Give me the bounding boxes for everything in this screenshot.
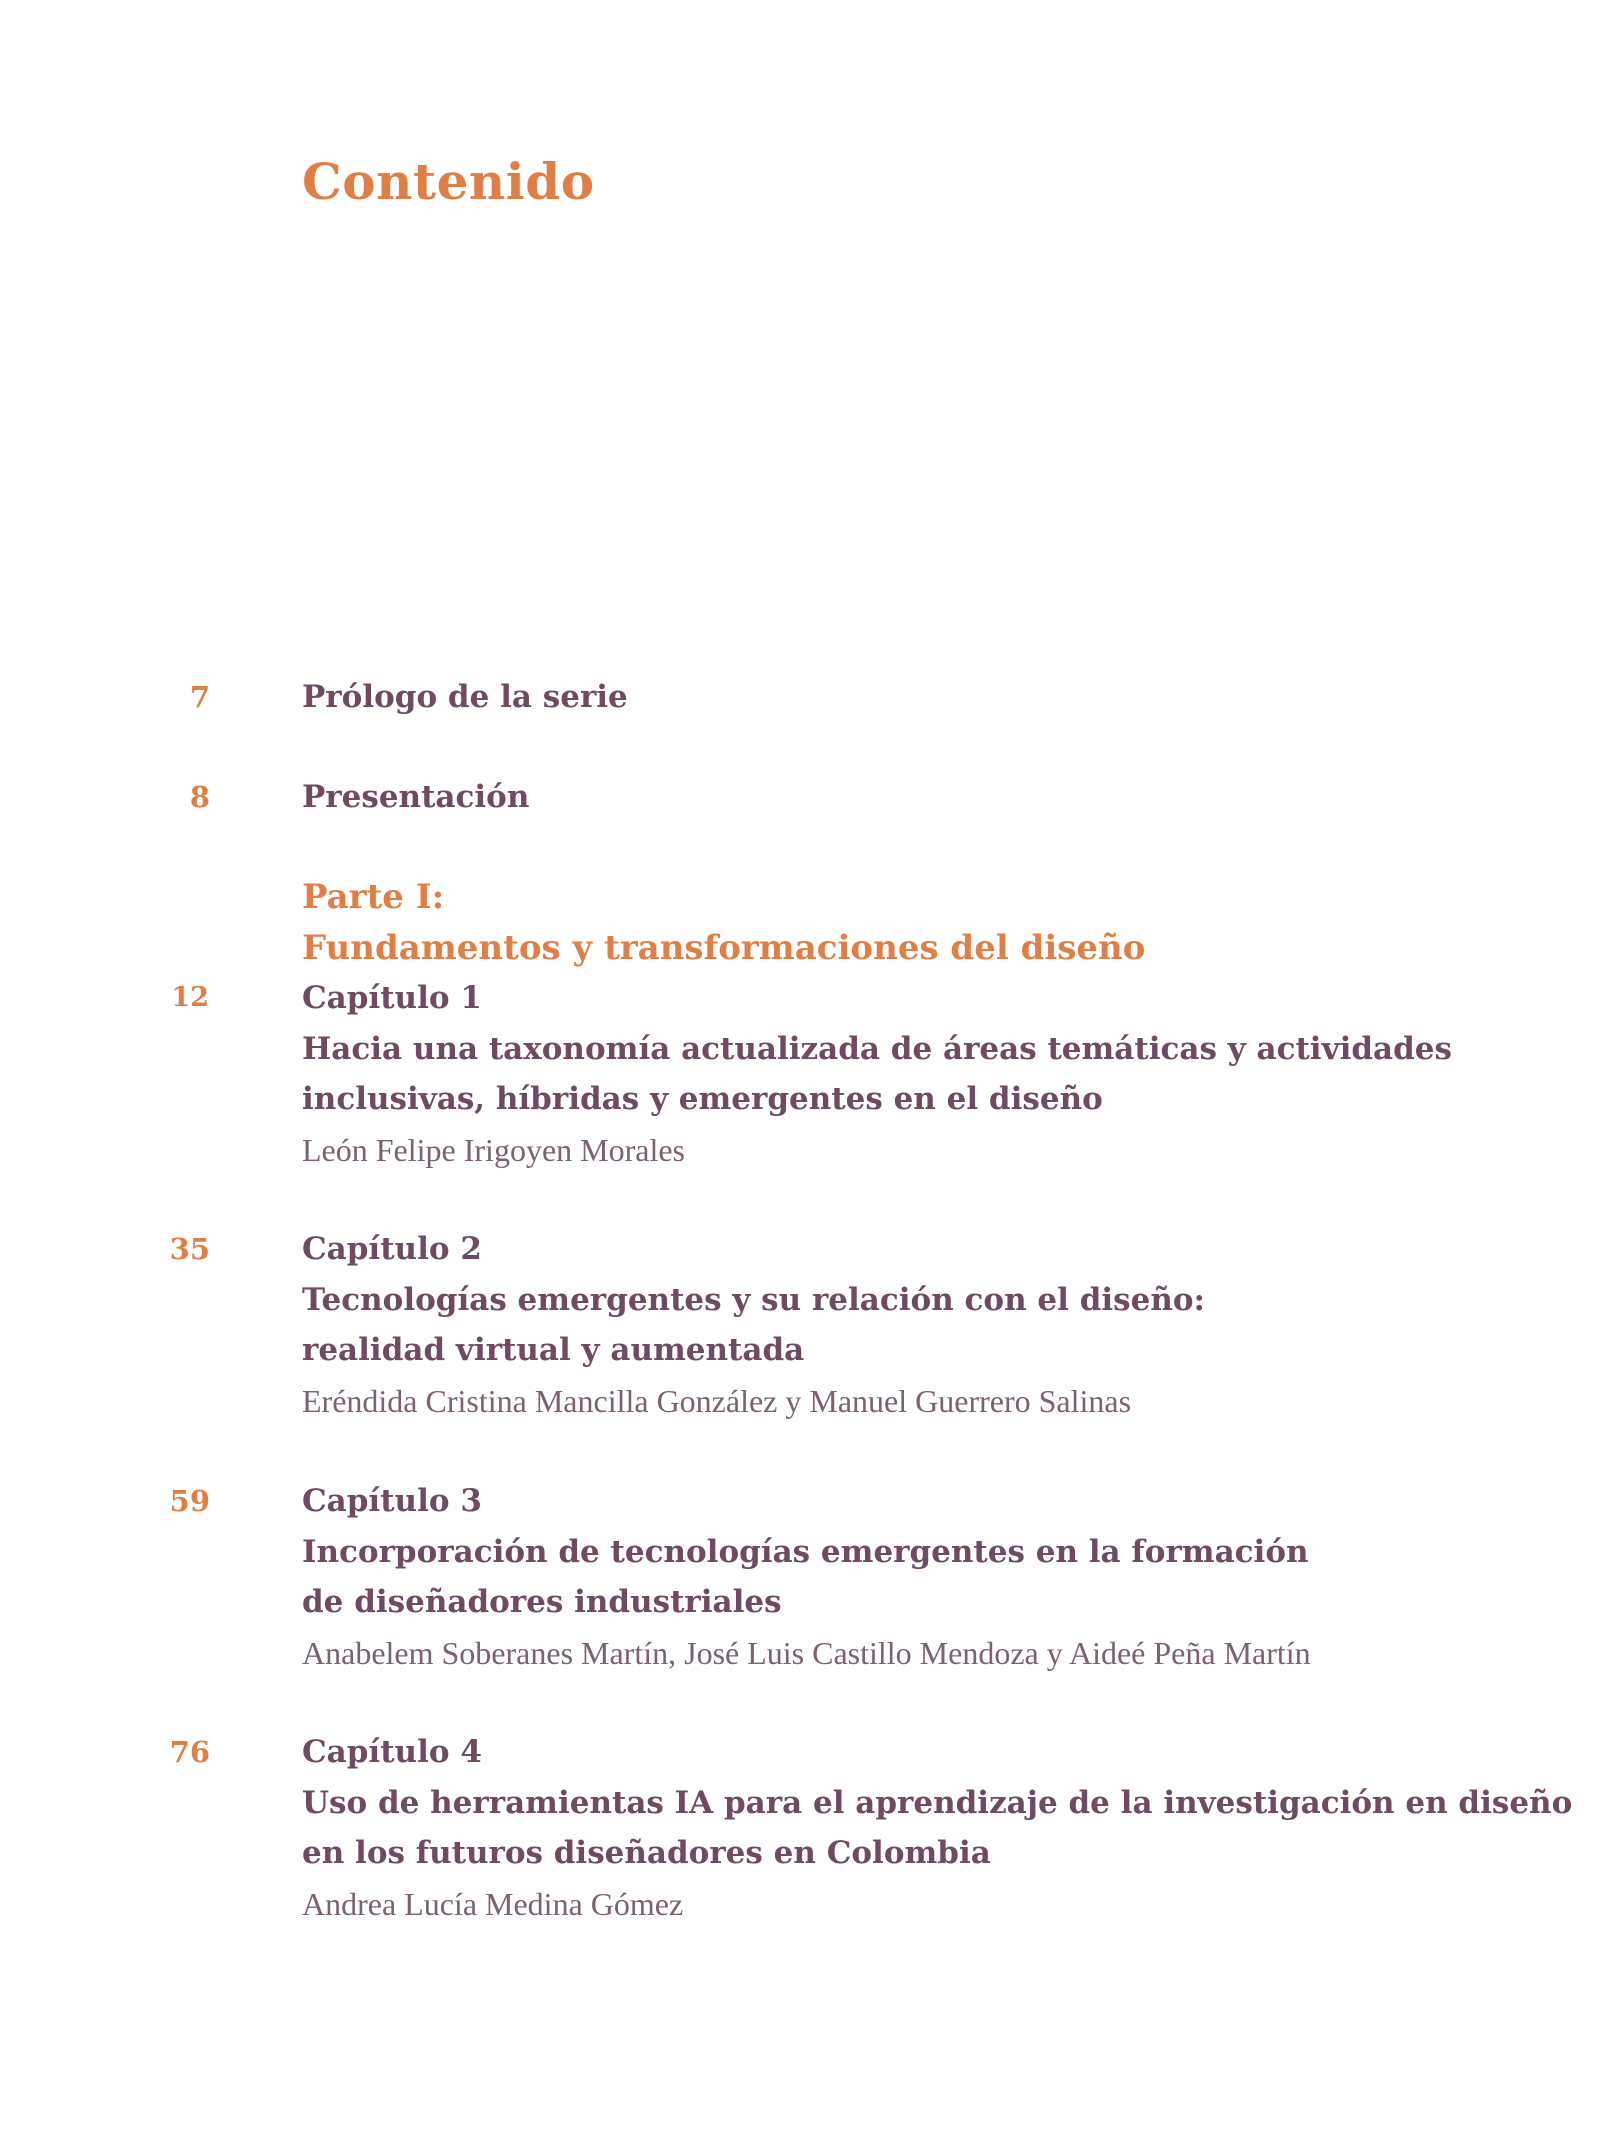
entry-body [302,672,1462,723]
chapter-label: Capítulo 2 [302,1231,482,1267]
page-number: 7 [189,680,210,714]
page-number: 76 [169,1735,210,1769]
entry-body [302,1476,1462,1678]
chapter-label: Capítulo 4 [302,1734,482,1770]
page-title: Contenido [302,152,595,211]
chapter-title-line: en los futuros diseñadores en Colombia [302,1835,991,1871]
page-number: 59 [169,1484,210,1518]
chapter-title-line: Tecnologías emergentes y su relación con el diseño: [302,1281,1205,1318]
entry-body [302,772,1462,823]
chapter-authors: León Felipe Irigoyen Morales [302,1131,685,1168]
chapter-authors: Anabelem Soberanes Martín, José Luis Castillo Mendoza y Aideé Peña Martín [302,1634,1311,1671]
chapter-authors: Andrea Lucía Medina Gómez [302,1885,684,1922]
chapter-authors: Eréndida Cristina Mancilla González y Manuel Guerrero Salinas [302,1382,1132,1419]
chapter-title-line: Uso de herramientas IA para el aprendizaje de la investigación en diseño [302,1784,1573,1821]
chapter-title-line: de diseñadores industriales [302,1584,782,1620]
entry-body [302,1727,1573,1929]
part-title: Fundamentos y transformaciones del diseño [302,927,1146,968]
chapter-title-line: inclusivas, híbridas y emergentes en el diseño [302,1081,1103,1117]
page-number: 35 [169,1232,210,1266]
entry-body [302,1224,1462,1426]
entry-body [302,973,1462,1175]
entry-title: Prólogo de la serie [302,679,628,715]
chapter-title-line: Hacia una taxonomía actualizada de áreas temáticas y actividades [302,1030,1452,1067]
part-label: Parte I: [302,877,445,917]
chapter-title-line: realidad virtual y aumentada [302,1332,805,1368]
entry-title: Presentación [302,779,530,815]
chapter-label: Capítulo 3 [302,1483,482,1519]
page-number: 12 [171,982,209,1013]
chapter-title-line: Incorporación de tecnologías emergentes en la formación [302,1533,1309,1570]
chapter-label: Capítulo 1 [302,980,482,1016]
page-number: 8 [189,780,210,814]
